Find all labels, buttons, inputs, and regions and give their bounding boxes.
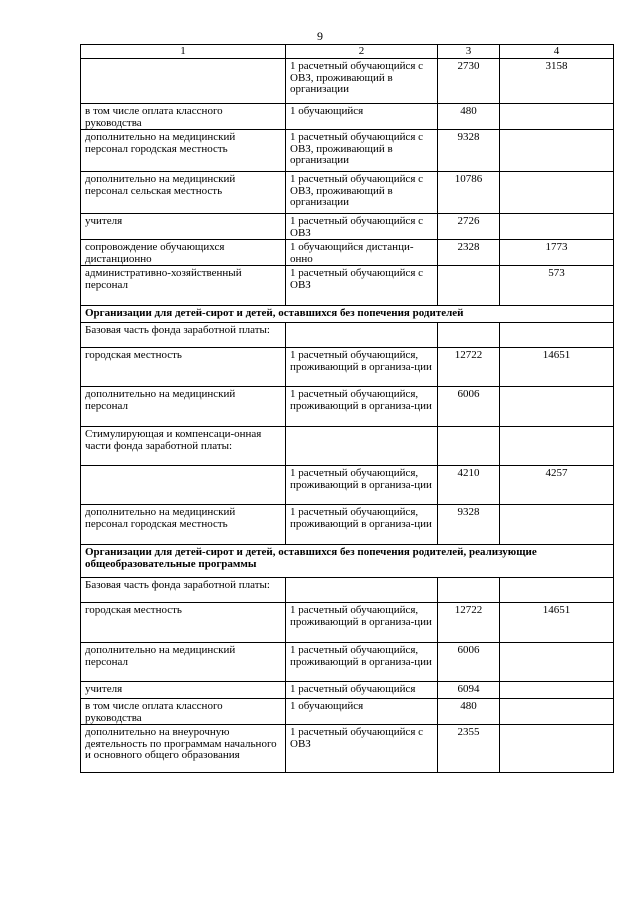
table-row [81,323,614,348]
cell-c2: 1 расчетный обучающийся, проживающий в организа-ции [286,643,438,682]
cell-c3: 2730 [438,59,500,104]
cell-c4 [500,214,614,240]
cell-c3: 4210 [438,466,500,505]
table-row [81,214,614,240]
cell-c3: 12722 [438,348,500,387]
cell-c1: в том числе оплата классного руководства [81,104,286,130]
cell-c1: учителя [81,682,286,699]
cell-c1: дополнительно на медицинский персонал [81,387,286,427]
table-row [81,725,614,773]
table-row [81,603,614,643]
cell-c1: Базовая часть фонда заработной платы: [81,578,286,603]
cell-c3: 9328 [438,505,500,545]
cell-c3: 12722 [438,603,500,643]
cell-c4: 1773 [500,240,614,266]
cell-c2: 1 расчетный обучающийся, проживающий в организа-ции [286,348,438,387]
cell-c3: 6006 [438,643,500,682]
cell-c3: 480 [438,699,500,725]
cell-c1: Базовая часть фонда заработной платы: [81,323,286,348]
cell-c1: городская местность [81,348,286,387]
cell-c4 [500,643,614,682]
section-heading-row [81,306,614,323]
cell-c4: 14651 [500,348,614,387]
cell-c4: 14651 [500,603,614,643]
cell-c2: 1 обучающийся дистанци-онно [286,240,438,266]
cell-c3: 2328 [438,240,500,266]
cell-c3: 480 [438,104,500,130]
section-heading: Организации для детей-сирот и детей, оставшихся без попечения родителей, реализующие общеобразовательные программы [81,545,614,578]
cell-c3 [438,578,500,603]
table-row [81,427,614,466]
cell-c1: дополнительно на медицинский персонал городская местность [81,505,286,545]
cell-c4 [500,682,614,699]
table-row [81,682,614,699]
table-row [81,348,614,387]
cell-c2: 1 расчетный обучающийся с ОВЗ, проживающий в организации [286,130,438,172]
cell-c2: 1 расчетный обучающийся, проживающий в организа-ции [286,387,438,427]
cell-c2: 1 расчетный обучающийся, проживающий в организа-ции [286,466,438,505]
cell-c2: 1 расчетный обучающийся, проживающий в организа-ции [286,505,438,545]
table-row [81,505,614,545]
cell-c2: 1 обучающийся [286,104,438,130]
cell-c2 [286,427,438,466]
cell-c1: дополнительно на медицинский персонал городская местность [81,130,286,172]
table-row [81,266,614,306]
cell-c1: дополнительно на внеурочную деятельность по программам начального и основного общего образования [81,725,286,773]
cell-c3: 9328 [438,130,500,172]
cell-c3 [438,266,500,306]
page-number: 9 [317,29,323,43]
cell-c3: 6006 [438,387,500,427]
cell-c1 [81,59,286,104]
cell-c1: учителя [81,214,286,240]
cell-c2: 1 расчетный обучающийся с ОВЗ, проживающий в организации [286,172,438,214]
cell-c4 [500,578,614,603]
cell-c4 [500,323,614,348]
cell-c3: 10786 [438,172,500,214]
table-row [81,578,614,603]
section-heading-row [81,545,614,578]
cell-c4: 573 [500,266,614,306]
cell-c3: 6094 [438,682,500,699]
cell-c2 [286,578,438,603]
cell-c2: 1 расчетный обучающийся с ОВЗ [286,266,438,306]
cell-c2: 1 расчетный обучающийся с ОВЗ [286,725,438,773]
cell-c3: 2726 [438,214,500,240]
cell-c4: 4257 [500,466,614,505]
cell-c1: административно-хозяйственный персонал [81,266,286,306]
cell-c2: 1 обучающийся [286,699,438,725]
table-header-row [81,45,614,59]
cell-c4 [500,130,614,172]
column-header: 1 [81,45,286,59]
cell-c1: Стимулирующая и компенсаци-онная части фонда заработной платы: [81,427,286,466]
cell-c1: городская местность [81,603,286,643]
column-header: 3 [438,45,500,59]
cell-c4 [500,387,614,427]
table-row [81,466,614,505]
cell-c4 [500,104,614,130]
cell-c4 [500,725,614,773]
cell-c4 [500,505,614,545]
norms-table [80,44,614,773]
column-header: 4 [500,45,614,59]
cell-c4 [500,172,614,214]
cell-c4 [500,699,614,725]
cell-c2: 1 расчетный обучающийся [286,682,438,699]
cell-c1: дополнительно на медицинский персонал сельская местность [81,172,286,214]
cell-c2: 1 расчетный обучающийся, проживающий в организа-ции [286,603,438,643]
section-heading: Организации для детей-сирот и детей, оставшихся без попечения родителей [81,306,614,323]
cell-c4: 3158 [500,59,614,104]
cell-c2: 1 расчетный обучающийся с ОВЗ, проживающий в организации [286,59,438,104]
table-row [81,130,614,172]
cell-c1: сопровождение обучающихся дистанционно [81,240,286,266]
cell-c4 [500,427,614,466]
cell-c1 [81,466,286,505]
cell-c2: 1 расчетный обучающийся с ОВЗ [286,214,438,240]
cell-c2 [286,323,438,348]
table-row [81,104,614,130]
cell-c3 [438,323,500,348]
table-row [81,59,614,104]
cell-c3: 2355 [438,725,500,773]
table-row [81,643,614,682]
cell-c1: в том числе оплата классного руководства [81,699,286,725]
table-row [81,172,614,214]
table-row [81,387,614,427]
table-row [81,240,614,266]
table-row [81,699,614,725]
cell-c1: дополнительно на медицинский персонал [81,643,286,682]
column-header: 2 [286,45,438,59]
cell-c3 [438,427,500,466]
